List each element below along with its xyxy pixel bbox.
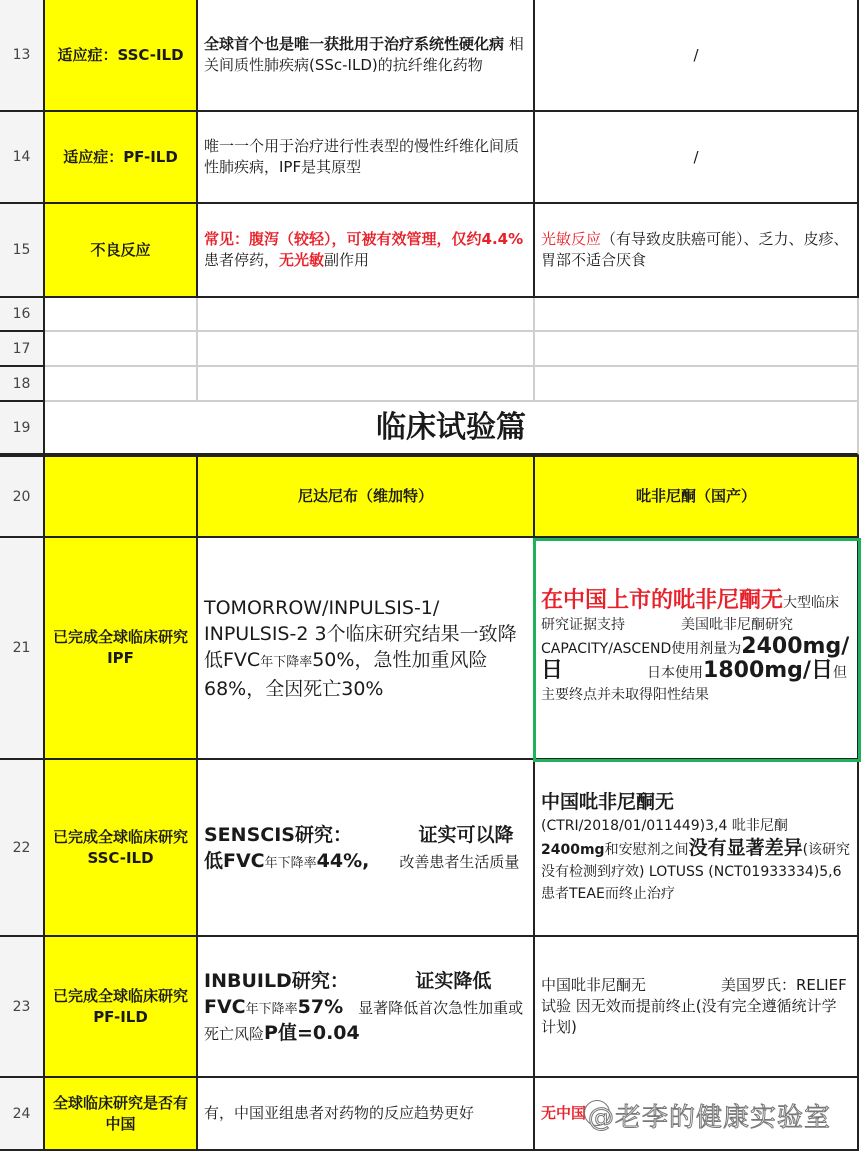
cell-nintedanib-24[interactable]: 有，中国亚组患者对药物的反应趋势更好 [198,1078,535,1151]
cell-label-15[interactable]: 不良反应 [45,204,198,298]
row-header-14[interactable]: 14 [0,112,45,204]
row-header-24[interactable]: 24 [0,1078,45,1151]
row-header-20[interactable]: 20 [0,455,45,538]
text: 改善患者生活质量 [369,852,520,871]
text: (CTRI/2018/01/011449)3,4 吡非尼酮 [541,817,788,834]
text: (该研究没有检测到疗效) LOTUSS (NCT01933334)5,6患者TEAE而终止治疗 [541,841,851,902]
text: 57% [297,995,344,1018]
section-title-cell[interactable] [45,402,859,455]
text: 日本使用 [563,665,704,681]
text: 相关间质性肺疾病(SSc-ILD)的抗纤维化药物 [204,35,524,74]
cell-empty[interactable] [198,367,535,402]
row-header-18[interactable]: 18 [0,367,45,402]
cell-nintedanib-21[interactable] [198,538,535,760]
cell-empty[interactable] [45,298,198,332]
dose-text: 1800mg/日 [703,658,833,683]
cell-label-23[interactable]: 已完成全球临床研究PF-ILD [45,937,198,1078]
dose-text: 2400mg/日 [541,634,850,683]
row-header-16[interactable]: 16 [0,298,45,332]
row-header-21[interactable]: 21 [0,538,45,760]
section-title: 临床试验篇 [376,410,526,445]
cell-pirfenidone-23[interactable]: 中国吡非尼酮无 美国罗氏：RELIEF 试验 因无效而提前终止(没有完全遵循统计学计划) [535,937,859,1078]
cell-pirfenidone-13[interactable]: / [535,0,859,112]
cell-nintedanib-15[interactable] [198,204,535,298]
text-red: 无中国 [541,1104,587,1122]
text: 但主要终点并未取得阳性结果 [541,665,847,703]
cell-empty[interactable] [535,298,859,332]
cell-label-14[interactable]: 适应症：PF-ILD [45,112,198,204]
cell-pirfenidone-14[interactable]: / [535,112,859,204]
row-header-13[interactable]: 13 [0,0,45,112]
text-bold: 全球首个也是唯一获批用于治疗系统性硬化病 [204,35,505,53]
cell-empty[interactable] [198,332,535,367]
cell-nintedanib-14[interactable]: 唯一一个用于治疗进行性表型的慢性纤维化间质性肺疾病，IPF是其原型 [198,112,535,204]
cell-empty[interactable] [198,298,535,332]
cell-nintedanib-23[interactable] [198,937,535,1078]
row-header-15[interactable]: 15 [0,204,45,298]
text-red: 常见：腹泻（较轻），可被有效管理，仅约4.4% [204,230,524,248]
cell-pirfenidone-21[interactable] [535,538,859,760]
text: 显著降低首次急性加重或死亡风险 [204,998,524,1043]
text-bold: 没有显著差异 [688,836,803,859]
cell-label-24[interactable]: 全球临床研究是否有中国 [45,1078,198,1151]
cell-pirfenidone-22[interactable] [535,760,859,937]
text-bold: 中国吡非尼酮无 [541,790,675,813]
column-header-nintedanib[interactable]: 尼达尼布（维加特） [198,455,535,538]
cell-header-blank[interactable] [45,455,198,538]
text: 大型临床研究证据支持 美国吡非尼酮研究CAPACITY/ASCEND使用剂量为 [541,595,840,657]
text: 和安慰剂之间 [604,841,689,858]
text-red: 光敏反应 [541,230,602,248]
row-header-22[interactable]: 22 [0,760,45,937]
text: TOMORROW/INPULSIS-1/ INPULSIS-2 3个临床研究结果一致降低FVC [204,596,517,671]
cell-nintedanib-13[interactable] [198,0,535,112]
cell-label-22[interactable]: 已完成全球临床研究SSC-ILD [45,760,198,937]
cell-nintedanib-22[interactable] [198,760,535,937]
text-small: 年下降率 [260,654,313,670]
text: （有导致皮肤癌可能）、乏力、皮疹、胃部不适合厌食 [541,230,849,269]
text-red-large: 在中国上市的吡非尼酮无 [541,588,784,613]
cell-label-21[interactable]: 已完成全球临床研究IPF [45,538,198,760]
cell-pirfenidone-15[interactable] [535,204,859,298]
cell-empty[interactable] [535,367,859,402]
row-header-19[interactable]: 19 [0,402,45,455]
cell-empty[interactable] [535,332,859,367]
text: SENSCIS研究： 证实可以降低FVC [204,823,514,872]
watermark: @老李的健康实验室 [588,1103,832,1133]
text: INBUILD研究： 证实降低FVC [204,969,492,1018]
text-bold: 2400mg [541,841,605,858]
text: 患者停药， [204,251,280,269]
text: P值=0.04 [264,1021,360,1044]
cell-label-13[interactable]: 适应症：SSC-ILD [45,0,198,112]
row-header-17[interactable]: 17 [0,332,45,367]
text: 副作用 [324,251,370,269]
cell-empty[interactable] [45,332,198,367]
text: 44%, [316,849,370,872]
text-red: 无光敏 [279,251,325,269]
text-small: 年下降率 [245,1001,298,1017]
row-header-23[interactable]: 23 [0,937,45,1078]
column-header-pirfenidone[interactable]: 吡非尼酮（国产） [535,455,859,538]
cell-empty[interactable] [45,367,198,402]
text-small: 年下降率 [264,855,317,871]
text: 50%，急性加重风险68%，全因死亡30% [204,648,488,700]
